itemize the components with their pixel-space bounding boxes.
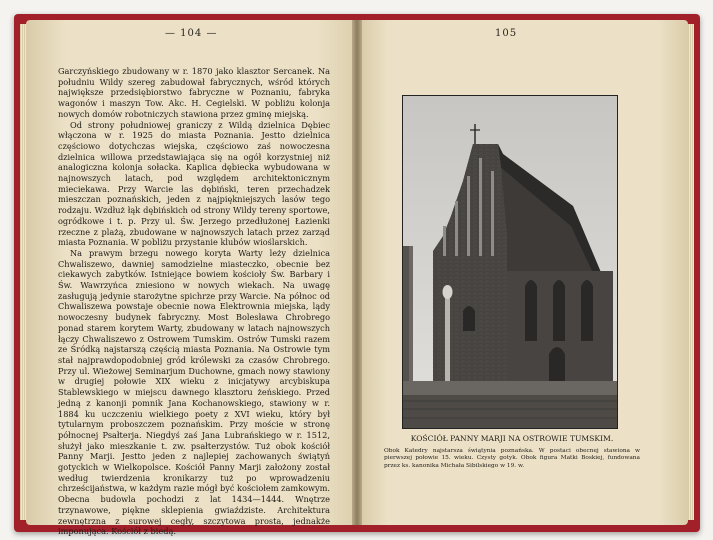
left-page-text bbox=[58, 66, 330, 537]
left-page-number: — 104 — bbox=[165, 28, 218, 39]
paragraph: Garczyńskiego zbudowany w r. 1870 jako klasztor Sercanek. Na południu Wildy szereg zabudował fabrycznych, wśród których największe przedsiębiorstwo fabryczne w Poznaniu, fabryka wagonów i maszyn Tow. Akc. H. Cegielski. W pobliżu kolonja nowych domów robotniczych stawiona przez gminę miejską. bbox=[58, 66, 330, 119]
photo-caption-title: KOŚCIÓŁ PANNY MARJI NA OSTROWIE TUMSKIM. bbox=[410, 434, 614, 443]
paragraph: Na prawym brzegu nowego koryta Warty leży dzielnica Chwaliszewo, dawniej samodzielne miasteczko, obecnie bez ciekawych zabytków. Istniejące bowiem kościoły Św. Barbary i Św. Wawrzyńca zniesiono w nowych wiekach. Na uwagę zasługują jedynie starożytne spichrze przy Warcie. Na północ od Chwaliszewa powstaje obecnie nowa Elektrownia miejska, lądy nowoczesny budynek fabryczny. Most Bolesława Chrobrego ponad starem korytem Warty, zbudowany w latach najnowszych łączy Chwaliszewo z Ostrowem Tumskim. Ostrów Tumski razem ze Śródką najstarszą częścią miasta Poznania. Na Ostrowie tym stał najprawdopodobniej gród królewski za czasów Chrobrego. Przy ul. Wieżowej Seminarjum Duchowne, gmach nowy stawiony w drugiej połowie XIX wieku z inicjatywy arcybiskupa Stablewskiego w miejscu dawnego klasztoru żeńskiego. Przed jedną z kanonji pomnik Jana Kochanowskiego, stawiony w r. 1884 ku uczczeniu wielkiego poety z XVI wieku, który był tytularnym proboszczem poznańskim. Przy moście w stronę północnej Psałterja. Niegdyś zaś Jana Lubrańskiego w r. 1512, służył jako mieszkanie t. zw. psałterzystów. Tuż obok kościół Panny Marji. Jestto jeden z najlepiej zachowanych świątyń gotyckich w Wielkopolsce. Kościół Panny Marji założony został według twierdzenia kronikarzy tuż po wprowadzeniu chrześcijaństwa, w każdym razie mógł być kościołem zamkowym. Obecna budowla pochodzi z lat 1434—1444. Wnętrze trzynawowe, piękne sklepienia gwiaździste. Architektura zewnętrzna z surowej cegły, szczytowa prosta, jednakże imponująca. Kościół z biedą. bbox=[58, 247, 330, 537]
right-page-number: 105 bbox=[495, 28, 518, 39]
paragraph: Od strony południowej graniczy z Wildą dzielnica Dębiec włączona w r. 1925 do miasta Poznania. Jestto dzielnica częściowo dotychczas wiejska, częściowo zaś nowoczesna dzielnica willowa przedstawiająca się na ogół korzystniej niż analogiczna kolonja sołacka. Kaplica dębiecka wybudowana w najnowszych latach, pod względem architektonicznym mieciekawa. Przy Warcie las dębiński, teren przechadzek mieszczan poznańskich, jeden z najpiękniejszych lasów tego rodzaju. Wzdłuż łąk dębińskich od strony Wildy tereny sportowe, ogródkowe i t. p. Przy ul. Św. Jerzego przedłużonej Łazienki rzeczne z plażą, zbudowane w najnowszych latach przez zarząd miasta Poznania. W pobliżu przystanie klubów wioślarskich. bbox=[58, 119, 330, 248]
church-photo bbox=[402, 95, 618, 429]
photo-caption-text: Obok Katedry najstarsza świątynia poznańska. W postaci obecnej stawiona w pierwszej połowie 15. wieku. Czysty gotyk. Obok figura Matki Boskiej, fundowana przez ks. kanonika Michała Sibilskiego w 19. w. bbox=[384, 448, 640, 469]
book-gutter bbox=[352, 20, 362, 525]
